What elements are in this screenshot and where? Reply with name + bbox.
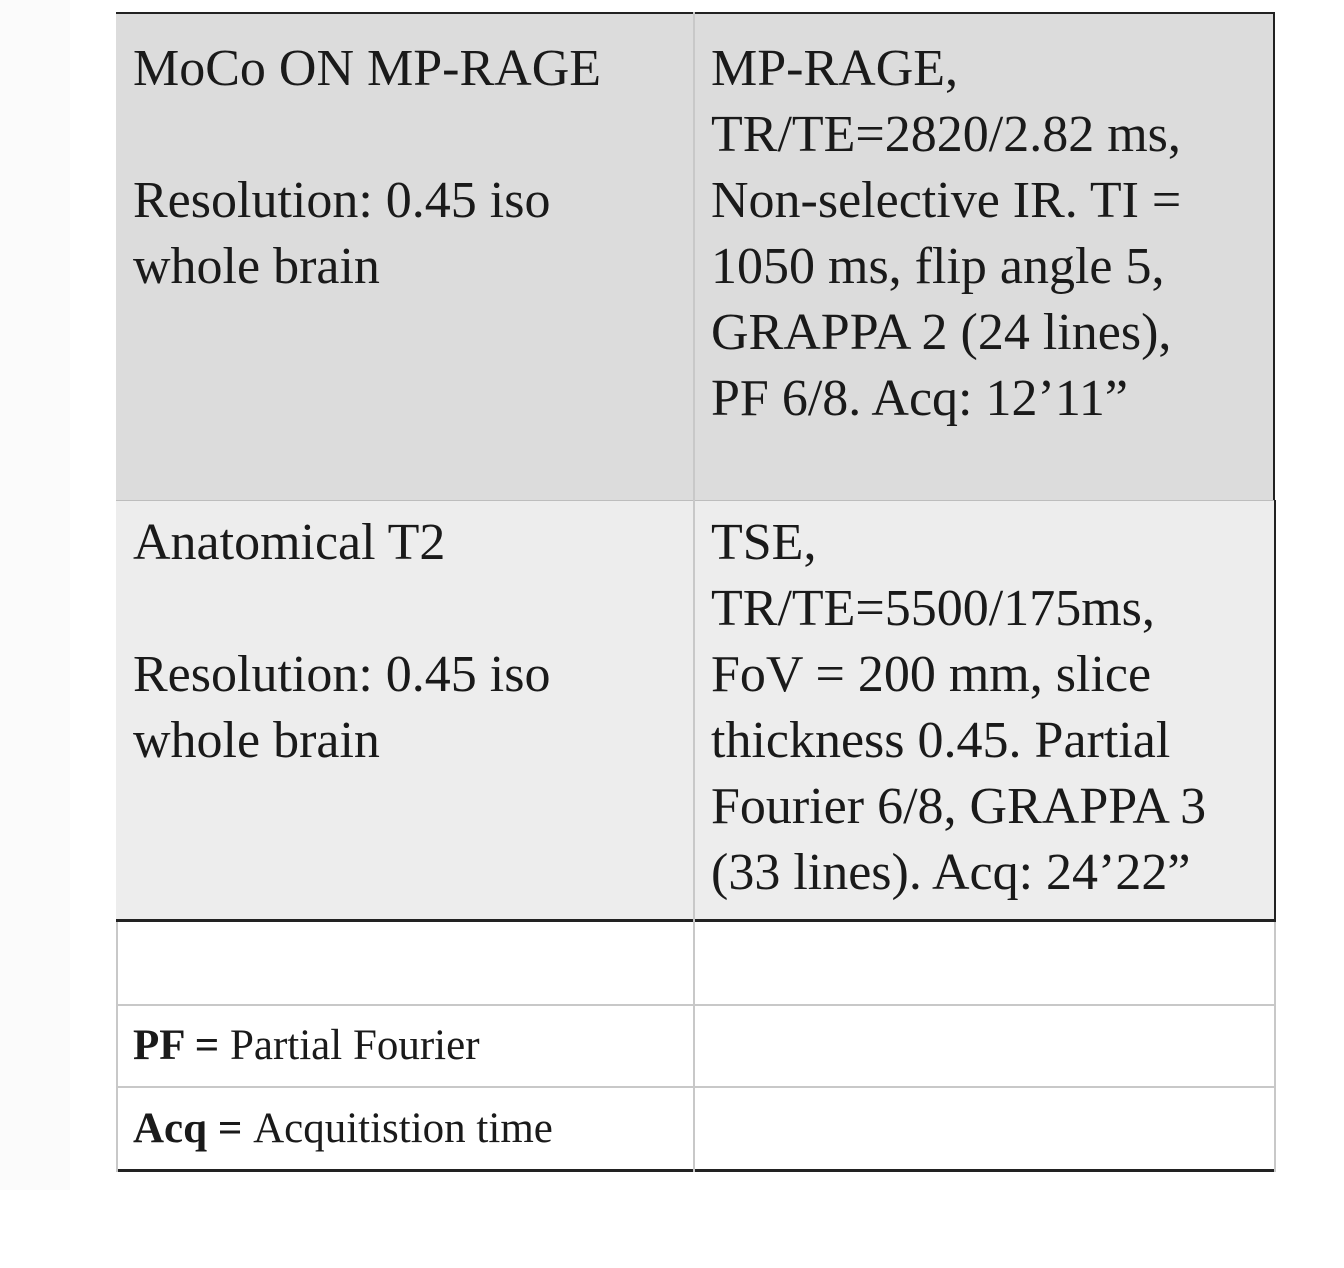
row-divider xyxy=(116,1004,1275,1006)
param-line: Fourier 6/8, GRAPPA 3 xyxy=(711,778,1207,835)
legend-abbr: Acq xyxy=(133,1105,208,1152)
column-divider xyxy=(693,12,695,1172)
param-line: TR/TE=5500/175ms, xyxy=(711,580,1155,637)
row-divider xyxy=(116,500,1275,501)
legend-equals: = xyxy=(207,1105,254,1152)
row2-name-cell xyxy=(116,500,694,920)
row1-name-cell xyxy=(116,14,694,500)
param-line: thickness 0.45. Partial xyxy=(711,712,1171,769)
row1-params-cell xyxy=(695,14,1274,500)
legend-meaning: Partial Fourier xyxy=(229,1022,480,1069)
legend-meaning: Acquitistion time xyxy=(253,1105,553,1152)
param-line: PF 6/8. Acq: 12’11” xyxy=(711,370,1128,427)
empty-row-cell xyxy=(695,922,1274,1006)
param-line: GRAPPA 2 (24 lines), xyxy=(711,304,1172,361)
param-line: 1050 ms, flip angle 5, xyxy=(711,238,1165,295)
table-border-top xyxy=(116,12,1275,14)
row-divider xyxy=(116,1086,1275,1088)
resolution-text: Resolution: 0.45 iso xyxy=(133,172,551,229)
page-margin xyxy=(0,0,70,1190)
resolution-text: Resolution: 0.45 iso xyxy=(133,646,551,703)
resolution-text: whole brain xyxy=(133,238,380,295)
param-line: TR/TE=2820/2.82 ms, xyxy=(711,106,1181,163)
row-divider xyxy=(116,919,1276,922)
table-border-bottom xyxy=(116,1169,1276,1172)
param-line: (33 lines). Acq: 24’22” xyxy=(711,844,1191,901)
resolution-text: whole brain xyxy=(133,712,380,769)
sequence-name: Anatomical T2 xyxy=(133,514,446,571)
empty-row-cell xyxy=(116,922,694,1006)
table-border-right xyxy=(1273,12,1275,500)
table-border-left xyxy=(116,922,118,1172)
table-border-right xyxy=(1274,922,1276,1172)
legend-equals: = xyxy=(183,1022,230,1069)
param-line: MP-RAGE, xyxy=(711,40,959,97)
sequence-name: MoCo ON MP-RAGE xyxy=(133,40,602,97)
legend-pf xyxy=(116,1007,694,1087)
row2-params-cell xyxy=(695,500,1274,920)
param-line: Non-selective IR. TI = xyxy=(711,172,1182,229)
param-line: FoV = 200 mm, slice xyxy=(711,646,1152,703)
legend-abbr: PF xyxy=(133,1022,184,1069)
table-border-right xyxy=(1274,500,1276,922)
legend-acq xyxy=(116,1088,694,1170)
param-line: TSE, xyxy=(711,514,817,571)
